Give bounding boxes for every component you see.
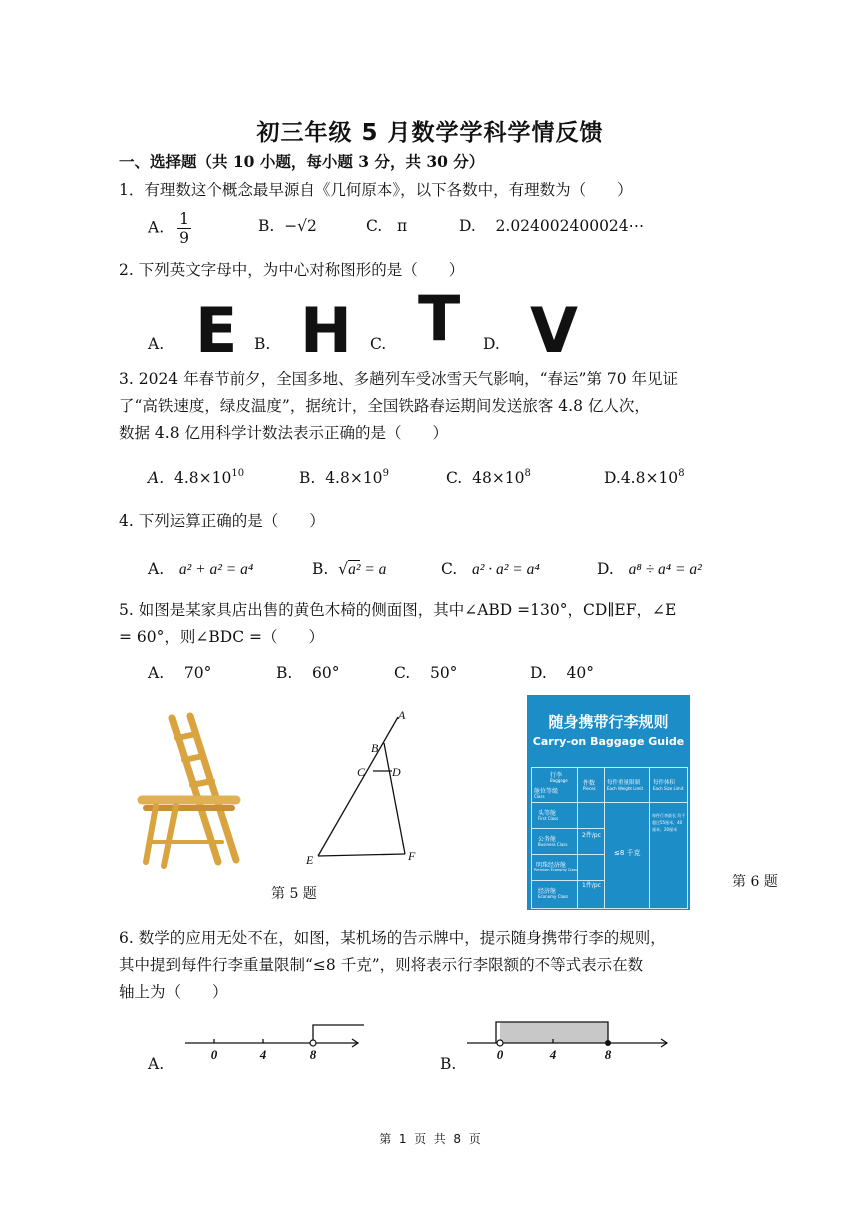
- q6-line2: 其中提到每件行李重量限制“≤8 千克”，则将表示行李限额的不等式表示在数: [119, 956, 644, 974]
- point-c-label: C: [357, 765, 366, 779]
- q1-a-fraction: [177, 210, 191, 247]
- q3-option-c: [446, 464, 531, 492]
- q2-c-label: C.: [370, 335, 387, 353]
- q5-line1: 5. 如图是某家具店出售的黄色木椅的侧面图，其中∠ABD =130°，CD∥EF，∠E: [119, 601, 677, 619]
- number-line-b: [462, 1015, 672, 1065]
- q1-a-label: A.: [148, 218, 165, 237]
- board-header-class-en: Class: [534, 794, 545, 799]
- wooden-chair-image: [132, 710, 250, 872]
- point-a-label: A: [398, 708, 406, 722]
- shaded-interval-b: [500, 1022, 608, 1043]
- q4-b-rest: = a: [360, 561, 387, 578]
- q3-option-d: [604, 464, 685, 492]
- q4-c-label: C.: [441, 560, 458, 578]
- q3-b-exp: 9: [382, 468, 389, 479]
- point-b-label: B: [371, 741, 379, 755]
- point-f-label: F: [408, 849, 416, 863]
- q4-stem: 4. 下列运算正确的是（ ）: [119, 512, 325, 530]
- q5-b-value: 60°: [312, 664, 340, 682]
- line-fb: [384, 743, 405, 854]
- board-row-business: 公务舱: [538, 836, 557, 843]
- board-header-pieces-en: Pieces: [583, 786, 596, 791]
- board-header-weight-en: Each Weight Limit: [607, 786, 644, 791]
- q2-a-label: A.: [148, 335, 165, 353]
- q1-d-value: 2.024002400024⋯: [495, 217, 645, 235]
- q4-a-label: A.: [148, 560, 165, 578]
- tick-label-8-a: 8: [309, 1047, 317, 1062]
- q3-b-label: B.: [299, 469, 316, 487]
- board-row-first: 头等舱: [538, 810, 557, 817]
- board-row-first-en: First Class: [538, 816, 559, 821]
- board-title-en: Carry-on Baggage Guide: [532, 735, 685, 748]
- q3-line3: 数据 4.8 亿用科学计数法表示正确的是（ ）: [119, 424, 449, 442]
- board-header-class: 舱位等级: [534, 788, 559, 795]
- point-e-label: E: [306, 853, 314, 867]
- q1-a-numerator: 1: [179, 210, 189, 228]
- board-header-baggage-en: Baggage: [550, 778, 568, 783]
- board-row-premium: 明珠经济舱: [536, 862, 567, 869]
- baggage-sign-image: [527, 695, 690, 910]
- q4-option-b: B. √a² = a: [312, 560, 387, 578]
- q4-option-d: [597, 555, 702, 584]
- page-title: 初三年级 5 月数学学科学情反馈: [256, 120, 604, 146]
- q1-b-value: −√2: [284, 217, 317, 235]
- q4-d-expr: a⁸ ÷ a⁴ = a²: [628, 561, 702, 578]
- tick-label-8-b: 8: [604, 1047, 612, 1062]
- q3-a-exp: 10: [231, 468, 245, 479]
- section-heading: 一、选择题（共 10 小题，每小题 3 分，共 30 分）: [119, 152, 485, 171]
- board-header-weight: 每件重量限制: [607, 780, 641, 786]
- q5-option-d: [530, 659, 594, 687]
- q5-option-c: [394, 659, 457, 687]
- tick-label-4-a: 4: [259, 1047, 267, 1062]
- board-row-business-en: Business Class: [538, 842, 568, 847]
- q1-d-label: D.: [459, 217, 476, 235]
- q5-a-value: 70°: [183, 664, 212, 682]
- q1-b-label: B.: [258, 217, 275, 235]
- q2-stem: 2. 下列英文字母中，为中心对称图形的是（ ）: [119, 261, 465, 279]
- line-ae: [318, 717, 398, 856]
- board-header-baggage: 行李: [550, 772, 563, 779]
- number-line-a: [180, 1015, 370, 1065]
- q1-option-b: [258, 212, 317, 240]
- board-weight-limit: ≤8 千克: [614, 849, 641, 857]
- q1-stem: 1．有理数这个概念最早源自《几何原本》，以下各数中，有理数为（ ）: [119, 181, 633, 199]
- letter-t-image: T: [418, 282, 461, 355]
- q1-a-denominator: 9: [179, 229, 189, 247]
- letter-v-image: V: [530, 294, 578, 367]
- q3-d-base: 4.8×10: [620, 469, 679, 487]
- q3-a-base: 4.8×10: [173, 469, 232, 487]
- board-header-pieces: 件数: [583, 780, 596, 787]
- figure6-caption: 第 6 题: [732, 874, 778, 890]
- q3-b-base: 4.8×10: [325, 469, 383, 487]
- q5-line2: = 60°，则∠BDC =（ ）: [119, 628, 324, 646]
- q3-d-label: D.: [604, 469, 621, 487]
- board-header-size: 每件体积: [653, 780, 676, 786]
- q3-line2: 了“高铁速度，绿皮温度”，据统计，全国铁路春运期间发送旅客 4.8 亿人次，: [119, 397, 650, 415]
- q4-c-expr: a² · a² = a⁴: [472, 561, 540, 578]
- q5-d-label: D.: [530, 664, 547, 682]
- board-title-cn: 随身携带行李规则: [548, 713, 669, 731]
- q5-d-value: 40°: [566, 664, 595, 682]
- figure5-caption: 第 5 题: [271, 886, 317, 902]
- q6-line1: 6. 数学的应用无处不在，如图，某机场的告示牌中，提示随身携带行李的规则，: [119, 929, 666, 947]
- board-pieces-1: 1件/pc: [582, 882, 601, 889]
- q6-a-label: A.: [148, 1055, 165, 1073]
- q5-option-b: [276, 659, 340, 687]
- q4-option-a: [148, 555, 253, 584]
- q3-option-a: [148, 464, 244, 492]
- q3-c-exp: 8: [524, 468, 531, 479]
- q5-c-value: 50°: [429, 664, 458, 682]
- q1-c-value: π: [397, 217, 408, 235]
- q3-option-b: [299, 464, 389, 492]
- ray-right-a: [313, 1025, 364, 1043]
- q2-d-label: D.: [483, 335, 500, 353]
- page-footer: 第 1 页 共 8 页: [379, 1132, 481, 1146]
- q4-b-radicand: a²: [348, 561, 361, 578]
- q1-option-a: [148, 210, 191, 247]
- q3-c-label: C.: [446, 469, 463, 487]
- letter-e-image: E: [195, 294, 238, 367]
- geometry-figure: [300, 705, 430, 870]
- q1-c-label: C.: [366, 217, 383, 235]
- q5-option-a: [148, 659, 211, 687]
- q1-option-d: [459, 212, 644, 240]
- closed-dot-8-b: [605, 1040, 611, 1046]
- tick-label-0-b: 0: [496, 1047, 504, 1062]
- board-row-economy: 经济舱: [538, 888, 557, 895]
- q4-d-label: D.: [597, 560, 614, 578]
- q3-d-exp: 8: [678, 468, 685, 479]
- q2-b-label: B.: [254, 335, 271, 353]
- q4-option-c: [441, 555, 540, 584]
- q1-option-c: [366, 212, 407, 240]
- tick-label-4-b: 4: [549, 1047, 557, 1062]
- board-pieces-2: 2件/pc: [582, 832, 601, 839]
- q4-a-expr: a² + a² = a⁴: [178, 561, 254, 578]
- q3-line1: 3. 2024 年春节前夕，全国多地、多趟列车受冰雪天气影响，“春运”第 70 年见证: [119, 370, 679, 388]
- board-row-economy-en: Economy Class: [538, 894, 569, 899]
- q3-c-base: 48×10: [472, 469, 525, 487]
- line-ef: [318, 854, 405, 856]
- letter-h-image: H: [300, 294, 352, 367]
- q5-b-label: B.: [276, 664, 293, 682]
- board-size-limit: 每件行李最长 均不超过55厘米、40厘米、20厘米: [652, 813, 686, 832]
- q6-line3: 轴上为（ ）: [119, 983, 228, 1001]
- board-table: [531, 767, 688, 909]
- q4-b-label: B.: [312, 560, 329, 578]
- open-dot-0-b: [497, 1040, 503, 1046]
- q5-a-label: A.: [148, 664, 165, 682]
- board-header-size-en: Each Size Limit: [653, 786, 684, 791]
- q6-b-label: B.: [440, 1055, 457, 1073]
- point-d-label: D: [392, 765, 401, 779]
- open-dot-8-a: [310, 1040, 316, 1046]
- tick-label-0-a: 0: [210, 1047, 218, 1062]
- q3-a-label: A.: [148, 469, 165, 487]
- q5-c-label: C.: [394, 664, 411, 682]
- board-row-premium-en: Premium Economy Class: [534, 868, 578, 872]
